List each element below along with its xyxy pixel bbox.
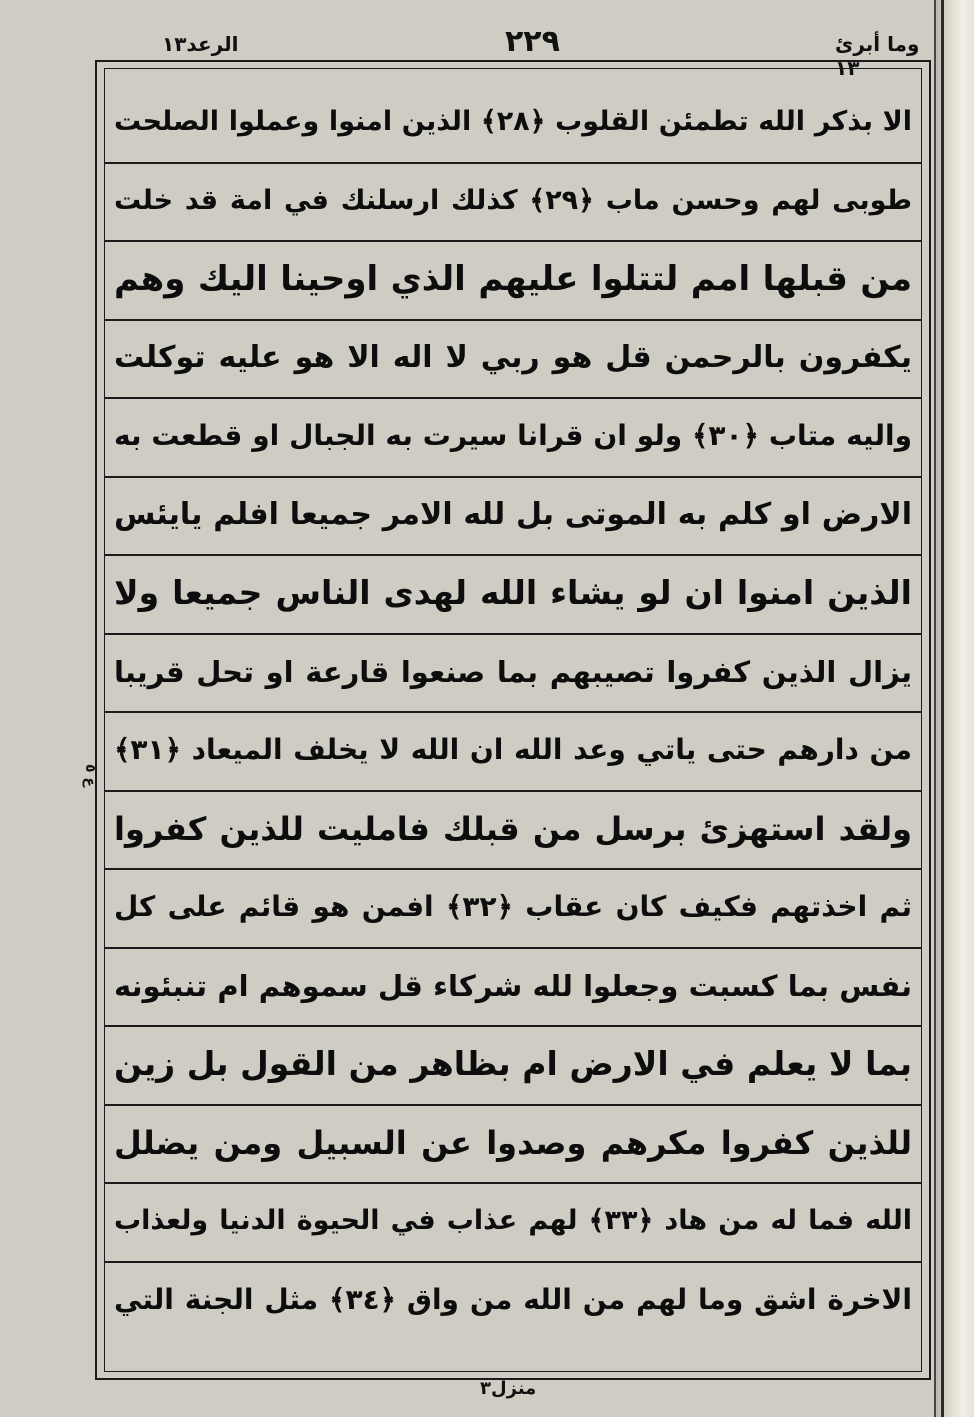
text-line-10: ولقد استهزئ برسل من قبلك فامليت للذين كفروا	[104, 792, 922, 871]
page-number: ٢٢٩	[505, 24, 560, 59]
text-line-8: يزال الذين كفروا تصيبهم بما صنعوا قارعة او تحل قريبا	[104, 635, 922, 714]
text-line-12: نفس بما كسبت وجعلوا لله شركاء قل سموهم ام تنبئونه	[104, 949, 922, 1028]
page-binding-edge	[934, 0, 974, 1417]
text-line-7: الذين امنوا ان لو يشاء الله لهدى الناس جميعا ولا	[104, 556, 922, 635]
text-line-11: ثم اخذتهم فكيف كان عقاب ﴿٣٢﴾ افمن هو قائم على كل	[104, 870, 922, 949]
ruku-marker: ع ٥	[82, 763, 98, 787]
text-line-16: الاخرة اشق وما لهم من الله من واق ﴿٣٤﴾ مثل الجنة التي	[114, 1282, 912, 1316]
text-line-14: للذين كفروا مكرهم وصدوا عن السبيل ومن يضلل	[104, 1106, 922, 1185]
text-line-9: من دارهم حتى ياتي وعد الله ان الله لا يخلف الميعاد ﴿٣١﴾	[104, 713, 922, 792]
text-line-13: بما لا يعلم في الارض ام بظاهر من القول بل زين	[104, 1027, 922, 1106]
surah-name: الرعد١٣	[162, 32, 239, 56]
page-header	[100, 24, 930, 80]
text-line-3: من قبلها امم لتتلوا عليهم الذي اوحينا اليك وهم	[104, 242, 922, 321]
binding-divider	[941, 0, 944, 1417]
text-line-1: الا بذكر الله تطمئن القلوب ﴿٢٨﴾ الذين امنوا وعملوا الصلحت	[104, 85, 922, 164]
text-line-15: الله فما له من هاد ﴿٣٣﴾ لهم عذاب في الحيوة الدنيا ولعذاب	[104, 1184, 922, 1263]
text-line-6: الارض او كلم به الموتى بل لله الامر جميعا افلم يايئس	[104, 478, 922, 557]
text-line-2: طوبى لهم وحسن ماب ﴿٢٩﴾ كذلك ارسلنك في امة قد خلت	[104, 164, 922, 243]
text-line-4: يكفرون بالرحمن قل هو ربي لا اله الا هو عليه توكلت	[104, 321, 922, 400]
manzil-footer: منزل٣	[480, 1378, 537, 1399]
juz-name: وما أبرئ ١٣	[835, 32, 920, 80]
text-block	[104, 85, 922, 1341]
text-line-5: واليه متاب ﴿٣٠﴾ ولو ان قرانا سيرت به الجبال او قطعت به	[104, 399, 922, 478]
